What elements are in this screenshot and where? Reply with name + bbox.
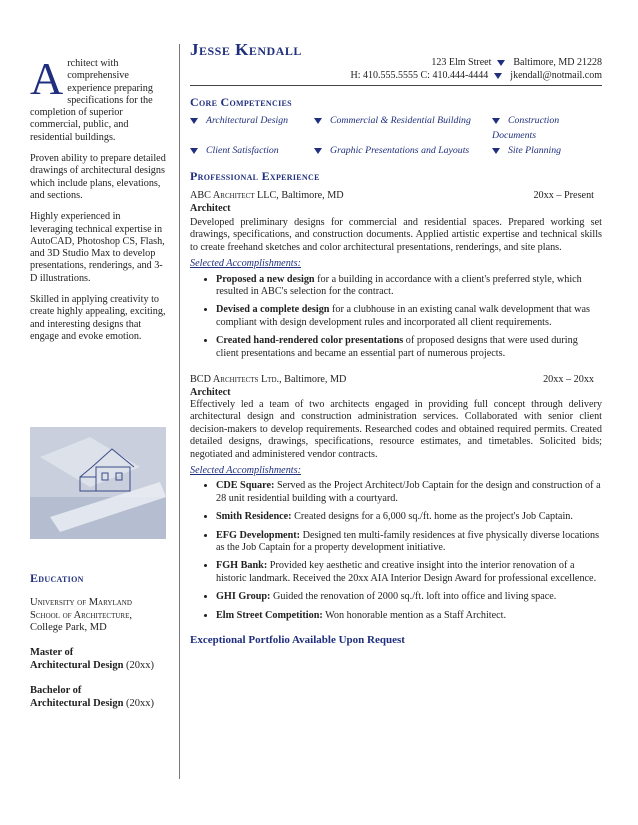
summary-p2: Proven ability to prepare detailed drawings of architectural designs which include plans, elevations, and sections. <box>30 153 166 201</box>
competency-item <box>492 143 604 158</box>
item-text: Provided key aesthetic and creative insight into the interior renovation of a historic landmark. Received the 20xx AIA Interior Design Award for professional excellence. <box>216 560 597 584</box>
phones: H: 410.555.5555 C: 410.444-4444 <box>350 70 489 82</box>
job1-company: ABC Architect LLC <box>190 190 277 202</box>
competency-item <box>314 143 492 158</box>
competency-label: Architectural Design <box>206 114 289 126</box>
list-item <box>216 591 602 603</box>
job2-accomplishments <box>190 480 602 622</box>
job2-company: BCD Architects Ltd. <box>190 374 280 386</box>
contact-line2 <box>190 69 602 82</box>
city: Baltimore, MD 21228 <box>513 57 602 69</box>
blueprint-photo <box>30 427 166 539</box>
competency-item <box>190 113 314 143</box>
list-item <box>216 480 602 505</box>
education-section <box>30 572 170 710</box>
degree2-year: (20xx) <box>126 697 155 709</box>
bullet-triangle-icon <box>190 148 198 154</box>
competency-item <box>190 143 314 158</box>
item-bold: Smith Residence: <box>216 511 292 523</box>
item-bold: CDE Square: <box>216 480 275 492</box>
item-bold: GHI Group: <box>216 591 271 603</box>
item-bold: EFG Development: <box>216 529 301 541</box>
degree1-line1: Master of <box>30 647 74 659</box>
item-text: Created designs for a 6,000 sq./ft. home as the project's Job Captain. <box>291 511 573 523</box>
competency-label: Construction Documents <box>492 114 560 141</box>
competency-label: Graphic Presentations and Layouts <box>330 144 470 156</box>
list-item <box>216 304 602 329</box>
main-column <box>190 40 602 646</box>
item-bold: Devised a complete design <box>216 304 330 316</box>
bullet-triangle-icon <box>492 148 500 154</box>
school-line3: College Park, MD <box>30 622 107 634</box>
email: jkendall@notmail.com <box>510 70 602 82</box>
school-line2: School of Architecture, <box>30 609 132 621</box>
competencies-grid <box>190 113 602 158</box>
sidebar-summary <box>30 53 166 352</box>
summary-p4: Skilled in applying creativity to create highly appealing, exciting, and interesting designs that engage and evoke emotion. <box>30 294 166 342</box>
item-bold: FGH Bank: <box>216 560 268 572</box>
job1-employer <box>190 190 344 202</box>
bullet-triangle-icon <box>494 73 502 79</box>
item-text: for a clubhouse in an existing canal walk development that was compliant with design development rules and incorporated all client requirements. <box>216 304 591 328</box>
item-text: of proposed designs that were used during client presentations and became an essential part of numerous projects. <box>216 335 578 359</box>
job1-accomplishments <box>190 274 602 360</box>
job2-accomplishments-label: Selected Accomplishments: <box>190 464 301 476</box>
item-text: Served as the Project Architect/Job Captain for the design and construction of a 28 unit residential building with a courtyard. <box>216 480 601 504</box>
competency-label: Commercial & Residential Building <box>330 114 471 126</box>
dropcap-letter: A <box>30 53 64 104</box>
experience-title: Professional Experience <box>190 168 320 183</box>
degree2-line2-wrap <box>30 698 170 711</box>
competency-item <box>314 113 492 143</box>
bullet-triangle-icon <box>497 60 505 66</box>
job1-header <box>190 190 602 202</box>
item-text: Designed ten multi-family residences at five physically diverse locations as the Job Captain for a property development initiative. <box>216 529 600 553</box>
blueprint-illustration-icon <box>30 427 166 539</box>
item-text: for a building in accordance with a client's preferred style, which resulted in ABC's selection for the contract. <box>216 273 582 298</box>
list-item <box>216 335 602 360</box>
job1-dates: 20xx – Present <box>533 190 594 202</box>
job2-header <box>190 374 602 386</box>
list-item <box>216 274 602 299</box>
list-item <box>216 560 602 585</box>
summary-intro-text: rchitect with comprehensive experience preparing specifications for the completion of superior commercial, public, and residential buildings. <box>30 58 153 143</box>
competency-label: Client Satisfaction <box>206 144 279 156</box>
degree2-line1: Bachelor of <box>30 684 82 696</box>
degree2-line2: Architectural Design <box>30 697 124 709</box>
item-text: Guided the renovation of 2000 sq./ft. loft into office and living space. <box>270 591 557 603</box>
school-line1: University of Maryland <box>30 596 132 608</box>
bullet-triangle-icon <box>314 148 322 154</box>
competency-item <box>492 113 604 143</box>
list-item <box>216 511 602 523</box>
job2-description: Effectively led a team of two architects engaged in providing full concept through delivery architectural design and construction administration services. Collaborated with senior client decision-makers to develop requirements. Researched codes and obtained required permits. Created detailed designs, drawings, specifications, resource estimates, and timetables. Solicited bids; negotiated and administered vendor contracts. <box>190 398 602 460</box>
degree1-year: (20xx) <box>126 659 155 671</box>
job2-role: Architect <box>190 386 231 398</box>
competency-label: Site Planning <box>508 144 562 156</box>
list-item <box>216 610 602 622</box>
competencies-title: Core Competencies <box>190 95 292 110</box>
item-text: Won honorable mention as a Staff Architect. <box>322 609 507 621</box>
header-rule <box>190 85 602 86</box>
list-item <box>216 530 602 555</box>
job1-accomplishments-label: Selected Accomplishments: <box>190 258 301 270</box>
job1-location: , Baltimore, MD <box>276 190 344 202</box>
degree1-line2-wrap <box>30 660 170 673</box>
column-divider <box>179 44 180 779</box>
job2-location: , Baltimore, MD <box>279 374 347 386</box>
job1-description: Developed preliminary designs for commercial and residential spaces. Prepared working set drawings, specifications, and construction documents. Applied artistic expertise and technical skills to create freehand sketches and color architectural presentations, renderings, and site plans. <box>190 217 602 253</box>
job1-role: Architect <box>190 202 231 214</box>
summary-intro <box>30 53 166 144</box>
bullet-triangle-icon <box>492 118 500 124</box>
address: 123 Elm Street <box>431 57 492 69</box>
item-bold: Proposed a new design <box>216 273 315 285</box>
item-bold: Created hand-rendered color presentations <box>216 335 404 347</box>
job2-employer <box>190 374 346 386</box>
summary-p3: Highly experienced in leveraging technical expertise in AutoCAD, Photoshop CS, Flash, and 3D Studio Max to develop presentations, renderings, and 3-D illustrations. <box>30 211 165 284</box>
candidate-name: Jesse Kendall <box>190 40 302 59</box>
degree1-line2: Architectural Design <box>30 659 124 671</box>
portfolio-note: Exceptional Portfolio Available Upon Request <box>190 634 405 646</box>
item-bold: Elm Street Competition: <box>216 609 323 621</box>
education-title: Education <box>30 571 84 585</box>
bullet-triangle-icon <box>314 118 322 124</box>
bullet-triangle-icon <box>190 118 198 124</box>
job2-dates: 20xx – 20xx <box>543 374 594 386</box>
